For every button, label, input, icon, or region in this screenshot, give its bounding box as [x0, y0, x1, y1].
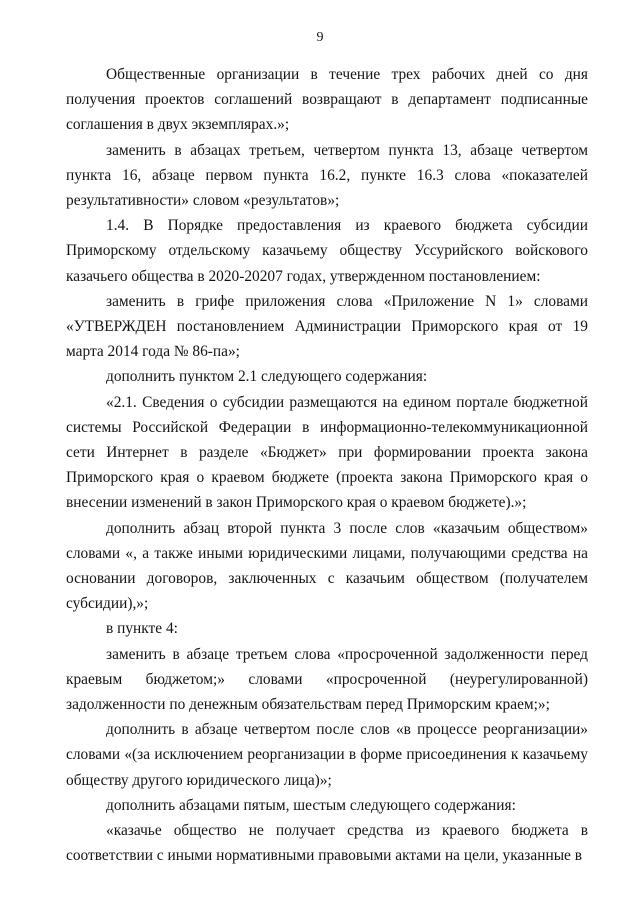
paragraph-12: «казачье общество не получает средства из краевого бюджета в соответствии с иными нормативными правовыми актами на цели, указанные в [66, 822, 588, 865]
paragraph-5: дополнить пунктом 2.1 следующего содержания: [106, 368, 428, 386]
paragraph-4: заменить в грифе приложения слова «Приложение N 1» словами «УТВЕРЖДЕН постановлением Администрации Приморского края от 19 марта 2014 года № 86-па»; [66, 292, 588, 361]
page-number: 9 [316, 30, 324, 45]
paragraph-2: заменить в абзацах третьем, четвертом пункта 13, абзаце четвертом пункта 16, абзаце первом пункта 16.2, пункте 16.3 слова «показателей результативности» словом «результатов»; [66, 141, 588, 210]
paragraph-3: 1.4. В Порядке предоставления из краевого бюджета субсидии Приморскому отдельскому казачьему обществу Уссурийского войскового казачьего общества в 2020-20207 годах, утвержденном постановлением: [66, 217, 588, 285]
paragraph-7: дополнить абзац второй пункта 3 после слов «казачьим обществом» словами «, а также иными юридическими лицами, получающими средства на основании договоров, заключенных с казачьим обществом (получателем субсидии),»; [66, 519, 588, 613]
paragraph-1: Общественные организации в течение трех рабочих дней со дня получения проектов соглашений возвращают в департамент подписанные соглашения в двух экземплярах.»; [66, 66, 588, 134]
document-body [66, 62, 588, 869]
paragraph-8: в пункте 4: [106, 620, 178, 638]
paragraph-6: «2.1. Сведения о субсидии размещаются на едином портале бюджетной системы Российской Федерации в информационно-телекоммуникационной сети Интернет в разделе «Бюджет» при формировании проекта закона Приморского края о краевом бюджете (проекта закона Приморского края о внесении изменений в закон Приморского края о краевом бюджете).»; [66, 393, 588, 512]
paragraph-11: дополнить абзацами пятым, шестым следующего содержания: [106, 796, 516, 814]
paragraph-10: дополнить в абзаце четвертом после слов «в процессе реорганизации» словами «(за исключением реорганизации в форме присоединения к казачьему обществу другого юридического лица)»; [66, 721, 588, 789]
paragraph-9: заменить в абзаце третьем слова «просроченной задолженности перед краевым бюджетом;» словами «просроченной (неурегулированной) задолженности по денежным обязательствам перед Приморским краем;»; [66, 645, 588, 714]
